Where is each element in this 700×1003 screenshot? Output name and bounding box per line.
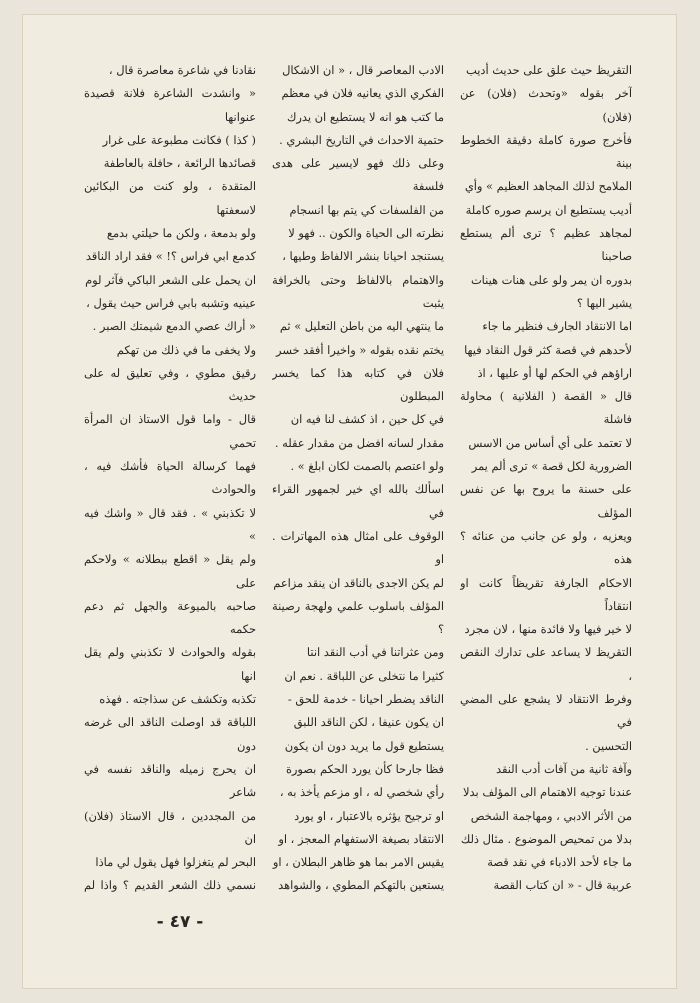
page-number: - ٤٧ -: [156, 912, 204, 932]
text-column-middle: [272, 59, 444, 899]
column-text: الادب المعاصر قال ، « ان الاشكال الفكري الذي يعانيه فلان في معظم ما كتب هو انه لا يستطيع ان يدرك حتمية الاحداث في التاريخ البشري . وعلى ذلك فهو لايسير على هدى فلسفة من الفلسفات كي يتم بها انسجام نظرته الى الحياة والكون .. فهو لا يستنجد احيانا بنشر الالفاظ وطيها ، والاهتمام بالالفاظ وحتى بالخرافة يثبت ما ينتهي اليه من باطن التعليل » ثم يختم نقده بقوله « واخيرا أفقد خسر فلان في كتابه هذا كما يخسر المبطلون في كل حين ، اذ كشف لنا فيه ان مقدار لسانه افضل من مقدار عقله . ولو اعتصم بالصمت لكان ابلغ » . اسألك بالله اي خير لجمهور القراء في الوقوف على امثال هذه المهاترات . او لم يكن الاجدى بالناقد ان ينقد مزاعم المؤلف باسلوب علمي ولهجة رصينة ؟ ومن عثراتنا في أدب النقد انتا كثيرا ما نتخلى عن اللباقة . نعم ان الناقد يضطر احيانا - خدمة للحق - ان يكون عنيفا ، لكن الناقد اللبق يستطيع قول ما يريد دون ان يكون فظا جارحا كأن يورد الحكم بصورة رأي شخصي له ، او مزعم يأخذ به ، او ترجيح يؤثره بالاعتبار ، او يورد الانتقاد بصيغة الاستفهام المعجز ، او يقيس الامر بما هو ظاهر البطلان ، او يستعين بالتهكم المطوي ، والشواهد: [272, 63, 444, 893]
magazine-page: [22, 14, 677, 989]
text-column-left: [84, 59, 256, 899]
column-text: التقريظ حيث علق على حديث أديب آخر بقوله «وتحدث (فلان) عن (فلان) فأخرج صورة كاملة دقيقة الخطوط بينة الملامح لذلك المجاهد العظيم » وأي أديب يستطيع ان يرسم صوره كاملة لمجاهد عظيم ؟ ترى ألم يستطع صاحبنا بدوره ان يمر ولو على هنات هينات يشير اليها ؟ اما الانتقاد الجارف فنظير ما جاء لأحدهم في قصة كثر قول النقاد فيها اراؤهم في الحكم لها أو عليها ، اذ قال « القصة ( الفلانية ) محاولة فاشلة لا تعتمد على أي أساس من الاسس الضرورية لكل قصة » ترى ألم يمر على حسنة ما يروح بها عن نفس المؤلف ويعزيه ، ولو عن جانب من عنائه ؟ هذه الاحكام الجارفة تقريظاً كانت او انتقاداً لا خير فيها ولا فائدة منها ، لان مجرد التقريظ لا يساعد على تدارك النقص ، وفرط الانتقاد لا يشجع على المضي في التحسين . وآفة ثانية من آفات أدب النقد عندنا توجيه الاهتمام الى المؤلف بدلا من الأثر الادبي ، ومهاجمة الشخص بدلا من تمحيص الموضوع . مثال ذلك ما جاء لأحد الادباء في نقد قصة عربية قال - « ان كتاب القصة: [460, 63, 632, 893]
article-body: [84, 59, 632, 899]
text-column-right: [460, 59, 632, 899]
column-text: نقادنا في شاعرة معاصرة قال ، « وانشدت الشاعرة فلانة قصيدة عنوانها ( كذا ) فكانت مطبوعة على غرار قصائدها الرائعة ، حافلة بالعاطفة المتقدة ، ولو كنت من البكائين لاسعفتها ولو بدمعة ، ولكن ما حيلتي بدمع كدمع ابي فراس ؟! » فقد اراد الناقد ان يحمل على الشعر الباكي فآثر لوم عينيه وتشبه بابي فراس حيث يقول ، « أراك عصي الدمع شيمتك الصبر . ولا يخفى ما في ذلك من تهكم رقيق مطوي ، وفي تعليق له على حديث قال - واما قول الاستاذ ان المرأة تحمي فهما كرسالة الحياة فأشك فيه ، والحوادث لا تكذبني » . فقد قال « واشك فيه » ولم يقل « اقطع ببطلانه » ولاحكم على صاحبه بالميوعة والجهل ثم دعم حكمه بقوله والحوادث لا تكذبني ولم يقل انها تكذبه وتكشف عن سذاجته . فهذه اللباقة قد اوصلت الناقد الى غرضه دون ان يحرج زميله والناقد نفسه في شاعر من المجددين ، قال الاستاذ (فلان) ان البحر لم يتغزلوا فهل يقول لي ماذا نسمي ذلك الشعر القديم ؟ واذا لم: [84, 63, 256, 893]
